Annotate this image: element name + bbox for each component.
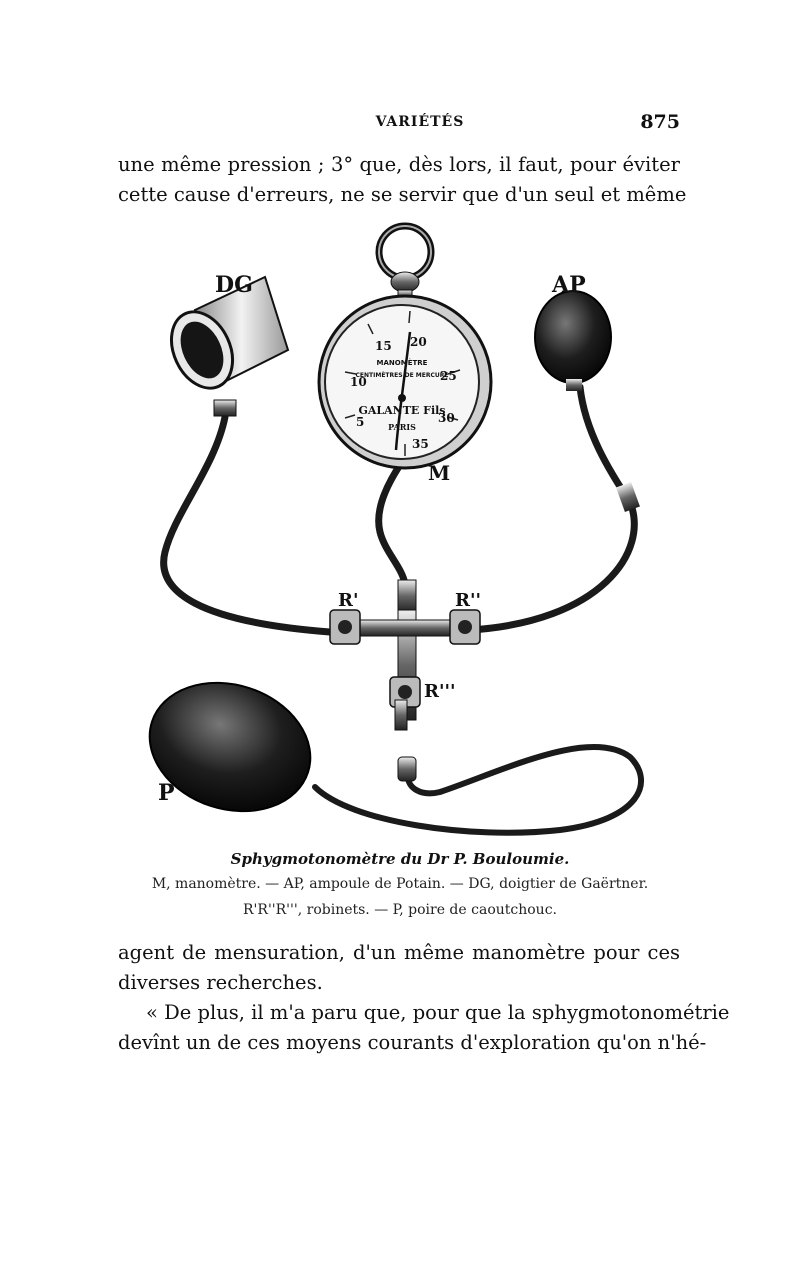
dial-tick-label: 25 [440,369,457,383]
sphygmotonometer-illustration [140,222,660,862]
text-line: cette cause d'erreurs, ne se servir que d'un seul et même [118,183,687,206]
label-dg: DG [215,272,253,298]
dial-tick-label: 35 [412,437,429,451]
label-r-double-prime: R'' [455,590,481,611]
page-number: 875 [640,111,680,133]
text-line: devînt un de ces moyens courants d'exploration qu'on n'hé- [118,1031,707,1054]
text-line: « De plus, il m'a paru que, pour que la sphygmotonométrie [146,1001,730,1024]
dial-tick-label: 30 [438,411,455,425]
text-line: diverses recherches. [118,971,323,994]
label-r-prime: R' [338,590,359,611]
dial-tick-label: 10 [350,375,367,389]
label-p: P [158,780,175,806]
dial-tick-label: 15 [375,339,392,353]
label-m: M [428,461,451,485]
rubber-bulb [140,663,327,832]
label-r-triple-prime: R''' [424,681,456,702]
text-line: une même pression ; 3° que, dès lors, il faut, pour éviter [118,153,680,176]
manometer [319,226,491,468]
figure-caption-legend: M, manomètre. — AP, ampoule de Potain. — DG, doigtier de Gaërtner. [151,876,649,892]
figure-caption-legend: R'R''R''', robinets. — P, poire de caoutchouc. [243,902,557,918]
dial-maker: GALANTE Fils [358,404,446,417]
illustration-svg [140,222,660,862]
dial-tick-label: 20 [410,335,427,349]
dial-city: PARIS [388,422,416,432]
text-line: agent de mensuration, d'un même manomètre pour ces [118,941,680,964]
page-header [120,111,680,138]
dial-units: CENTIMÈTRES DE MERCURE [355,372,449,379]
bottom-paragraph [118,938,730,1058]
potain-bulb [535,291,640,512]
running-title: VARIÉTÉS [375,114,465,130]
dial-title: MANOMÈTRE [376,359,428,367]
top-paragraph [118,150,687,210]
figure-caption-title: Sphygmotonomètre du Dr P. Bouloumie. [230,850,570,868]
label-ap: AP [552,272,586,298]
dial-tick-label: 5 [356,415,365,429]
